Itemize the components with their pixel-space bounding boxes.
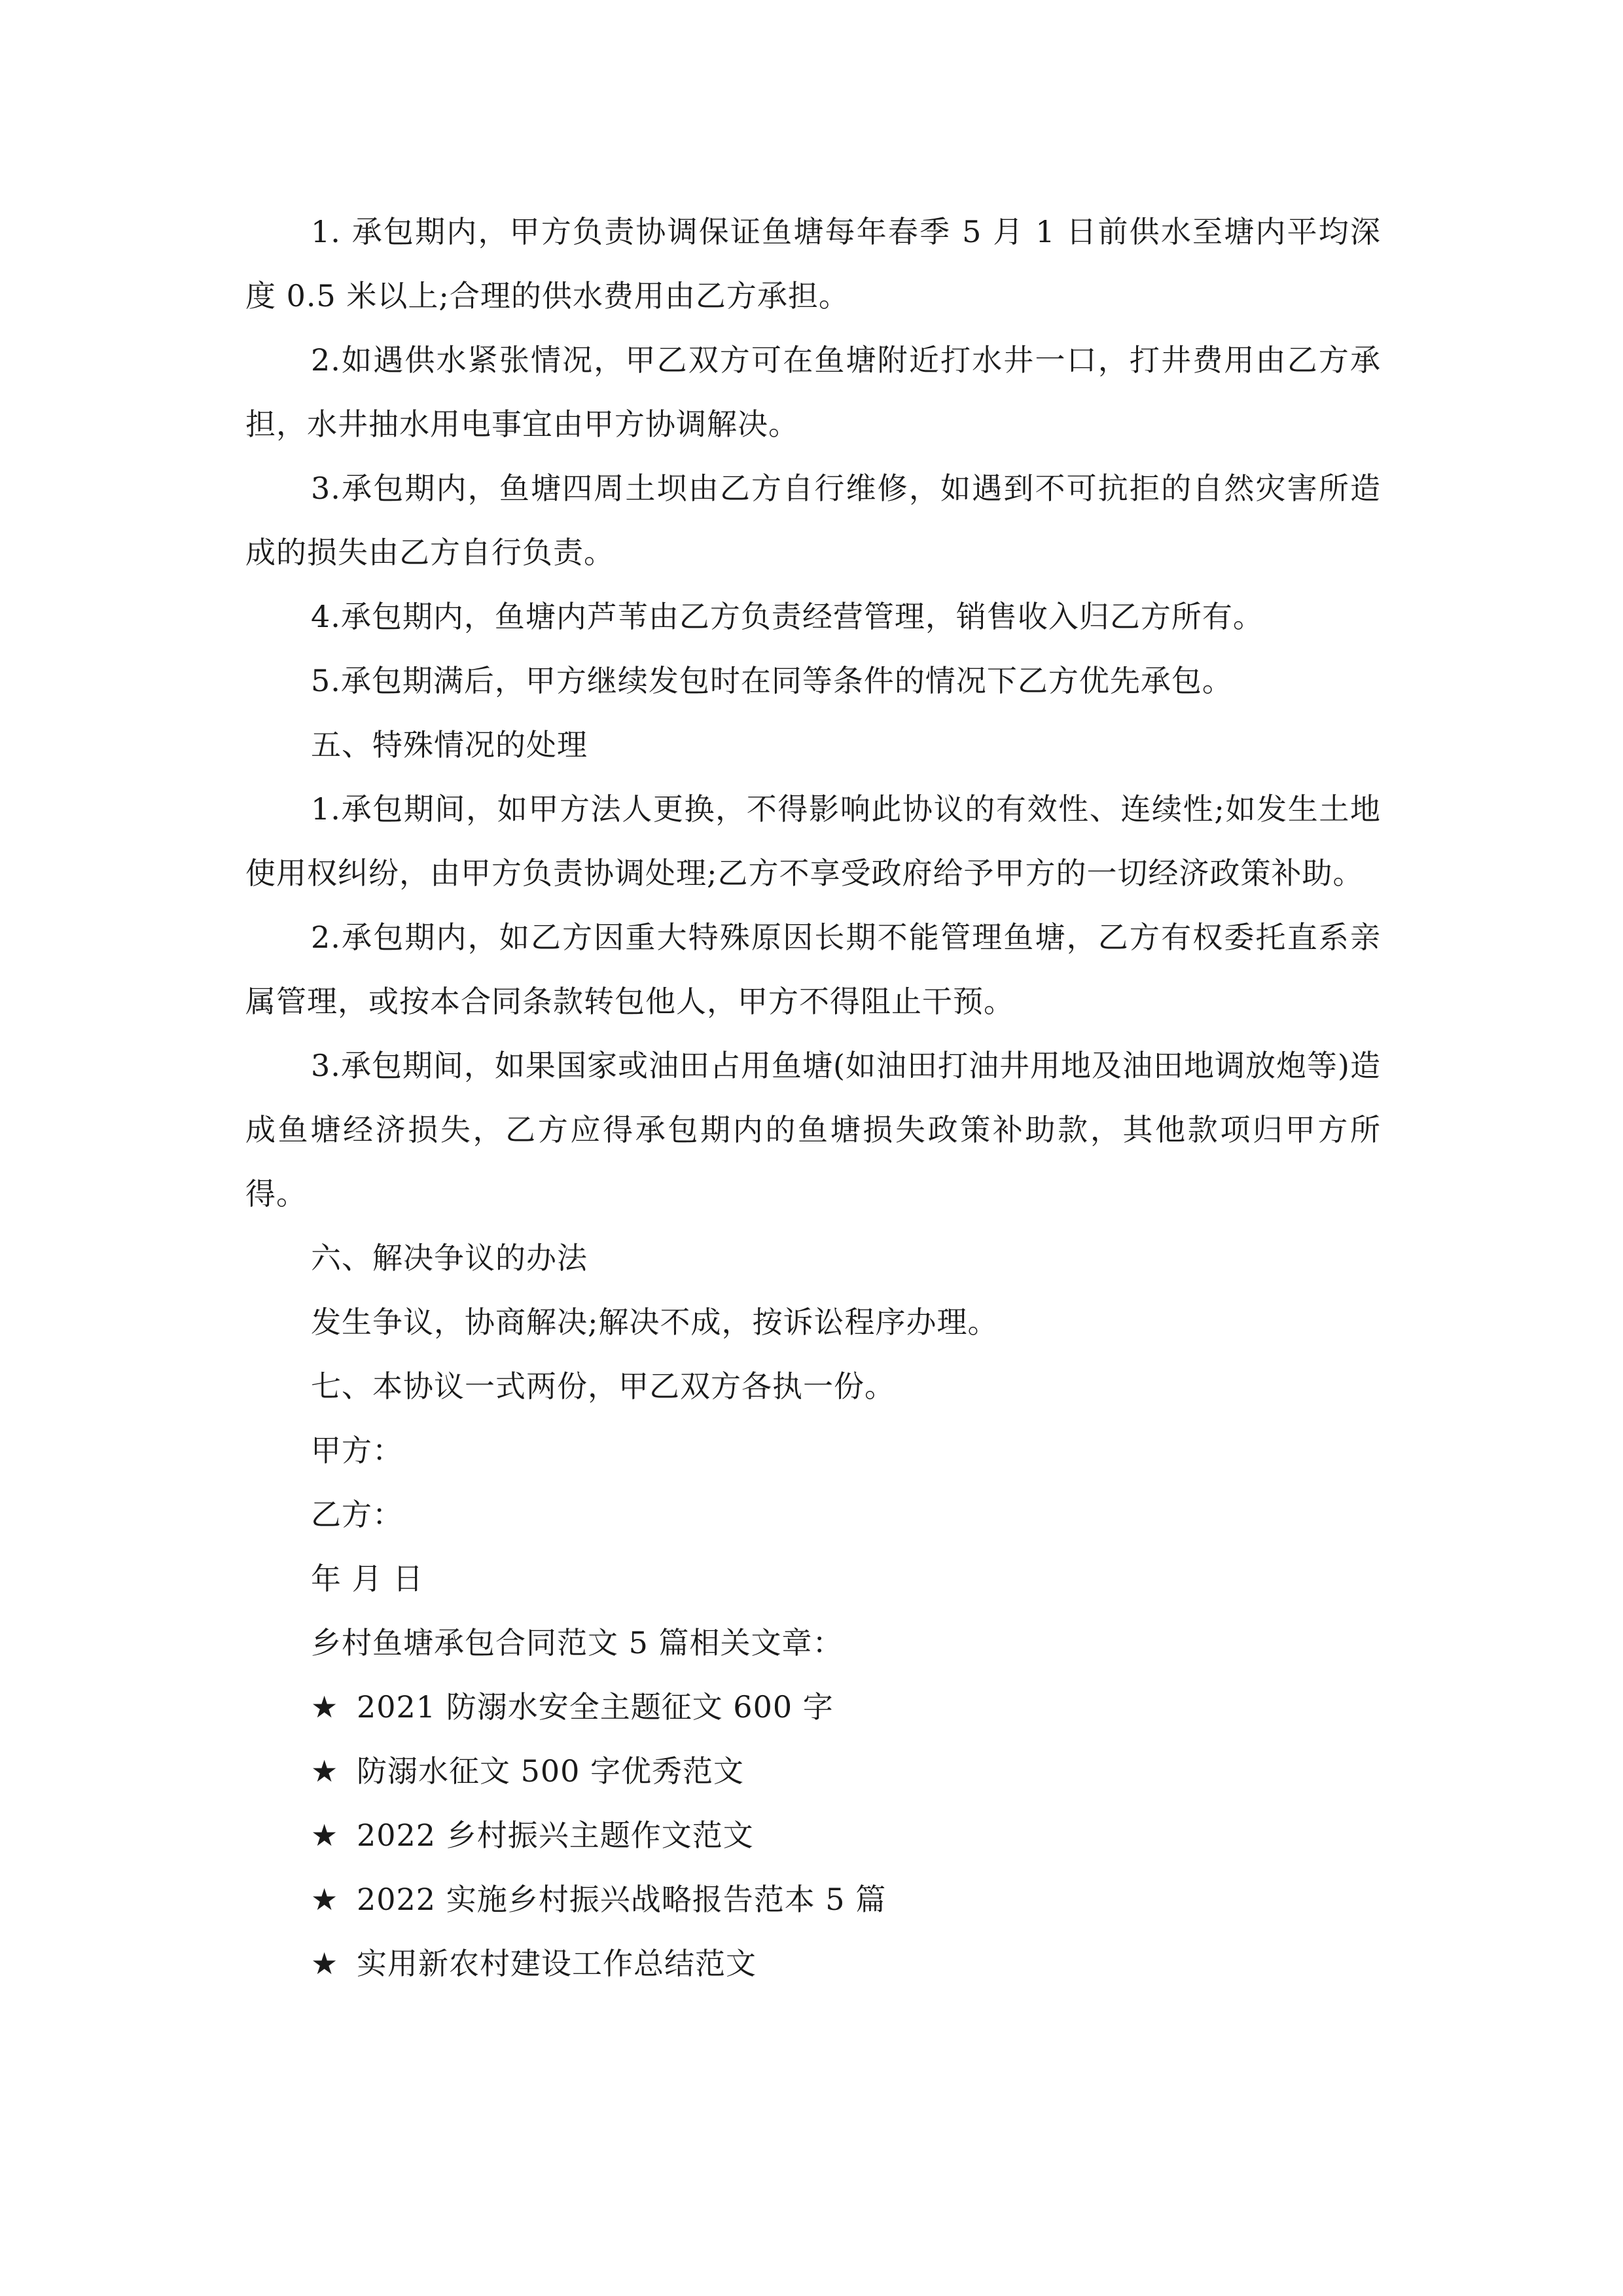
signature-date: 年 月 日: [311, 1561, 424, 1596]
section-6-text: 发生争议，协商解决;解决不成，按诉讼程序办理。: [311, 1304, 999, 1340]
star-icon: ★: [311, 1946, 339, 1981]
clause-paragraph: 3.承包期内，鱼塘四周土坝由乙方自行维修，如遇到不可抗拒的自然灾害所造成的损失由乙方自行负责。: [245, 471, 1381, 570]
clause-paragraph: 2.如遇供水紧张情况，甲乙双方可在鱼塘附近打水井一口，打井费用由乙方承担，水井抽水用电事宜由甲方协调解决。: [245, 342, 1381, 442]
clause-paragraph: 1. 承包期内，甲方负责协调保证鱼塘每年春季 5 月 1 日前供水至塘内平均深度 0.5 米以上;合理的供水费用由乙方承担。: [245, 214, 1381, 314]
signature-party-b: 乙方：: [311, 1497, 403, 1532]
related-article-link[interactable]: [245, 1803, 1381, 1867]
document-page: [245, 200, 1381, 1996]
related-article-title: 2022 实施乡村振兴战略报告范本 5 篇: [357, 1882, 887, 1917]
section-heading-5: 五、特殊情况的处理: [311, 727, 588, 762]
related-article-link[interactable]: [245, 1675, 1381, 1739]
related-article-title: 实用新农村建设工作总结范文: [357, 1946, 757, 1981]
related-article-title: 防溺水征文 500 字优秀范文: [357, 1753, 745, 1789]
signature-party-a: 甲方：: [311, 1433, 403, 1468]
clause-paragraph: 1.承包期间，如甲方法人更换，不得影响此协议的有效性、连续性;如发生土地使用权纠纷，由甲方负责协调处理;乙方不享受政府给予甲方的一切经济政策补助。: [245, 791, 1381, 891]
related-article-link[interactable]: [245, 1739, 1381, 1803]
section-heading-6: 六、解决争议的办法: [311, 1240, 588, 1276]
clause-paragraph: 5.承包期满后，甲方继续发包时在同等条件的情况下乙方优先承包。: [311, 663, 1233, 698]
related-article-link[interactable]: [245, 1931, 1381, 1996]
section-heading-7: 七、本协议一式两份，甲乙双方各执一份。: [311, 1369, 895, 1404]
star-icon: ★: [311, 1689, 339, 1725]
clause-paragraph: 4.承包期内，鱼塘内芦苇由乙方负责经营管理，销售收入归乙方所有。: [311, 599, 1264, 634]
clause-paragraph: 2.承包期内，如乙方因重大特殊原因长期不能管理鱼塘，乙方有权委托直系亲属管理，或按本合同条款转包他人，甲方不得阻止干预。: [245, 920, 1381, 1019]
star-icon: ★: [311, 1753, 339, 1789]
related-article-title: 2022 乡村振兴主题作文范文: [357, 1818, 754, 1853]
related-articles-heading: 乡村鱼塘承包合同范文 5 篇相关文章：: [311, 1625, 844, 1660]
related-article-title: 2021 防溺水安全主题征文 600 字: [357, 1689, 834, 1725]
related-article-link[interactable]: [245, 1867, 1381, 1931]
clause-paragraph: 3.承包期间，如果国家或油田占用鱼塘(如油田打油井用地及油田地调放炮等)造成鱼塘经济损失，乙方应得承包期内的鱼塘损失政策补助款，其他款项归甲方所得。: [245, 1048, 1381, 1211]
star-icon: ★: [311, 1818, 339, 1853]
star-icon: ★: [311, 1882, 339, 1917]
